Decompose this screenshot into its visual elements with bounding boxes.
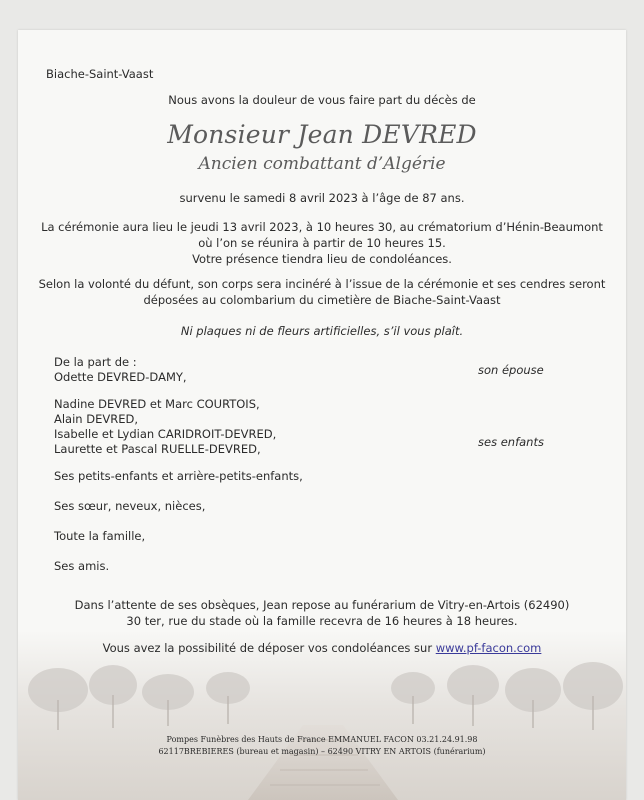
ceremony-line-1: La cérémonie aura lieu le jeudi 13 avril 2023, à 10 heures 30, au crématorium d’Hénin-Beaumont <box>41 220 603 234</box>
footer-line-1: Pompes Funèbres des Hauts de France EMMANUEL FACON 03.21.24.91.98 <box>166 735 478 744</box>
from-label: De la part de : <box>54 355 137 369</box>
location-label: Biache-Saint-Vaast <box>46 67 154 81</box>
funerarium-line-1: Dans l’attente de ses obsèques, Jean repose au funérarium de Vitry-en-Artois (62490) <box>74 598 570 612</box>
spouse-role: son épouse <box>478 363 544 377</box>
intro-text: Nous avons la douleur de vous faire part du décès de <box>168 93 476 107</box>
ceremony-line-2: où l’on se réunira à partir de 10 heures 15. <box>198 236 446 250</box>
spouse-name: Odette DEVRED-DAMY, <box>54 370 187 384</box>
child-1: Nadine DEVRED et Marc COURTOIS, <box>54 397 260 411</box>
funerarium-line-2: 30 ter, rue du stade où la famille recevra de 16 heures à 18 heures. <box>126 614 518 628</box>
obituary-page <box>18 30 626 800</box>
wish-line-1: Selon la volonté du défunt, son corps sera incinéré à l’issue de la cérémonie et ses cendres seront <box>38 277 606 291</box>
deceased-name: Monsieur Jean DEVRED <box>167 120 477 149</box>
siblings-line: Ses sœur, neveux, nièces, <box>54 499 206 513</box>
no-flowers-note: Ni plaques ni de fleurs artificielles, s’il vous plaît. <box>180 324 464 338</box>
condolences-link[interactable]: www.pf-facon.com <box>435 641 542 655</box>
footer-line-2: 62117BREBIERES (bureau et magasin) – 62490 VITRY EN ARTOIS (funérarium) <box>158 747 486 756</box>
child-4: Laurette et Pascal RUELLE-DEVRED, <box>54 442 261 456</box>
condolences-text: Vous avez la possibilité de déposer vos condoléances sur <box>102 641 433 655</box>
grandchildren-line: Ses petits-enfants et arrière-petits-enfants, <box>54 469 303 483</box>
child-2: Alain DEVRED, <box>54 412 139 426</box>
ceremony-line-3: Votre présence tiendra lieu de condoléances. <box>192 252 452 266</box>
deceased-title: Ancien combattant d’Algérie <box>198 154 446 174</box>
child-3: Isabelle et Lydian CARIDROIT-DEVRED, <box>54 427 277 441</box>
family-line: Toute la famille, <box>54 529 146 543</box>
wish-line-2: déposées au colombarium du cimetière de Biache-Saint-Vaast <box>143 293 501 307</box>
children-role: ses enfants <box>478 435 544 449</box>
death-line: survenu le samedi 8 avril 2023 à l’âge de 87 ans. <box>179 191 465 205</box>
friends-line: Ses amis. <box>54 559 110 573</box>
condolences-line <box>18 640 626 656</box>
